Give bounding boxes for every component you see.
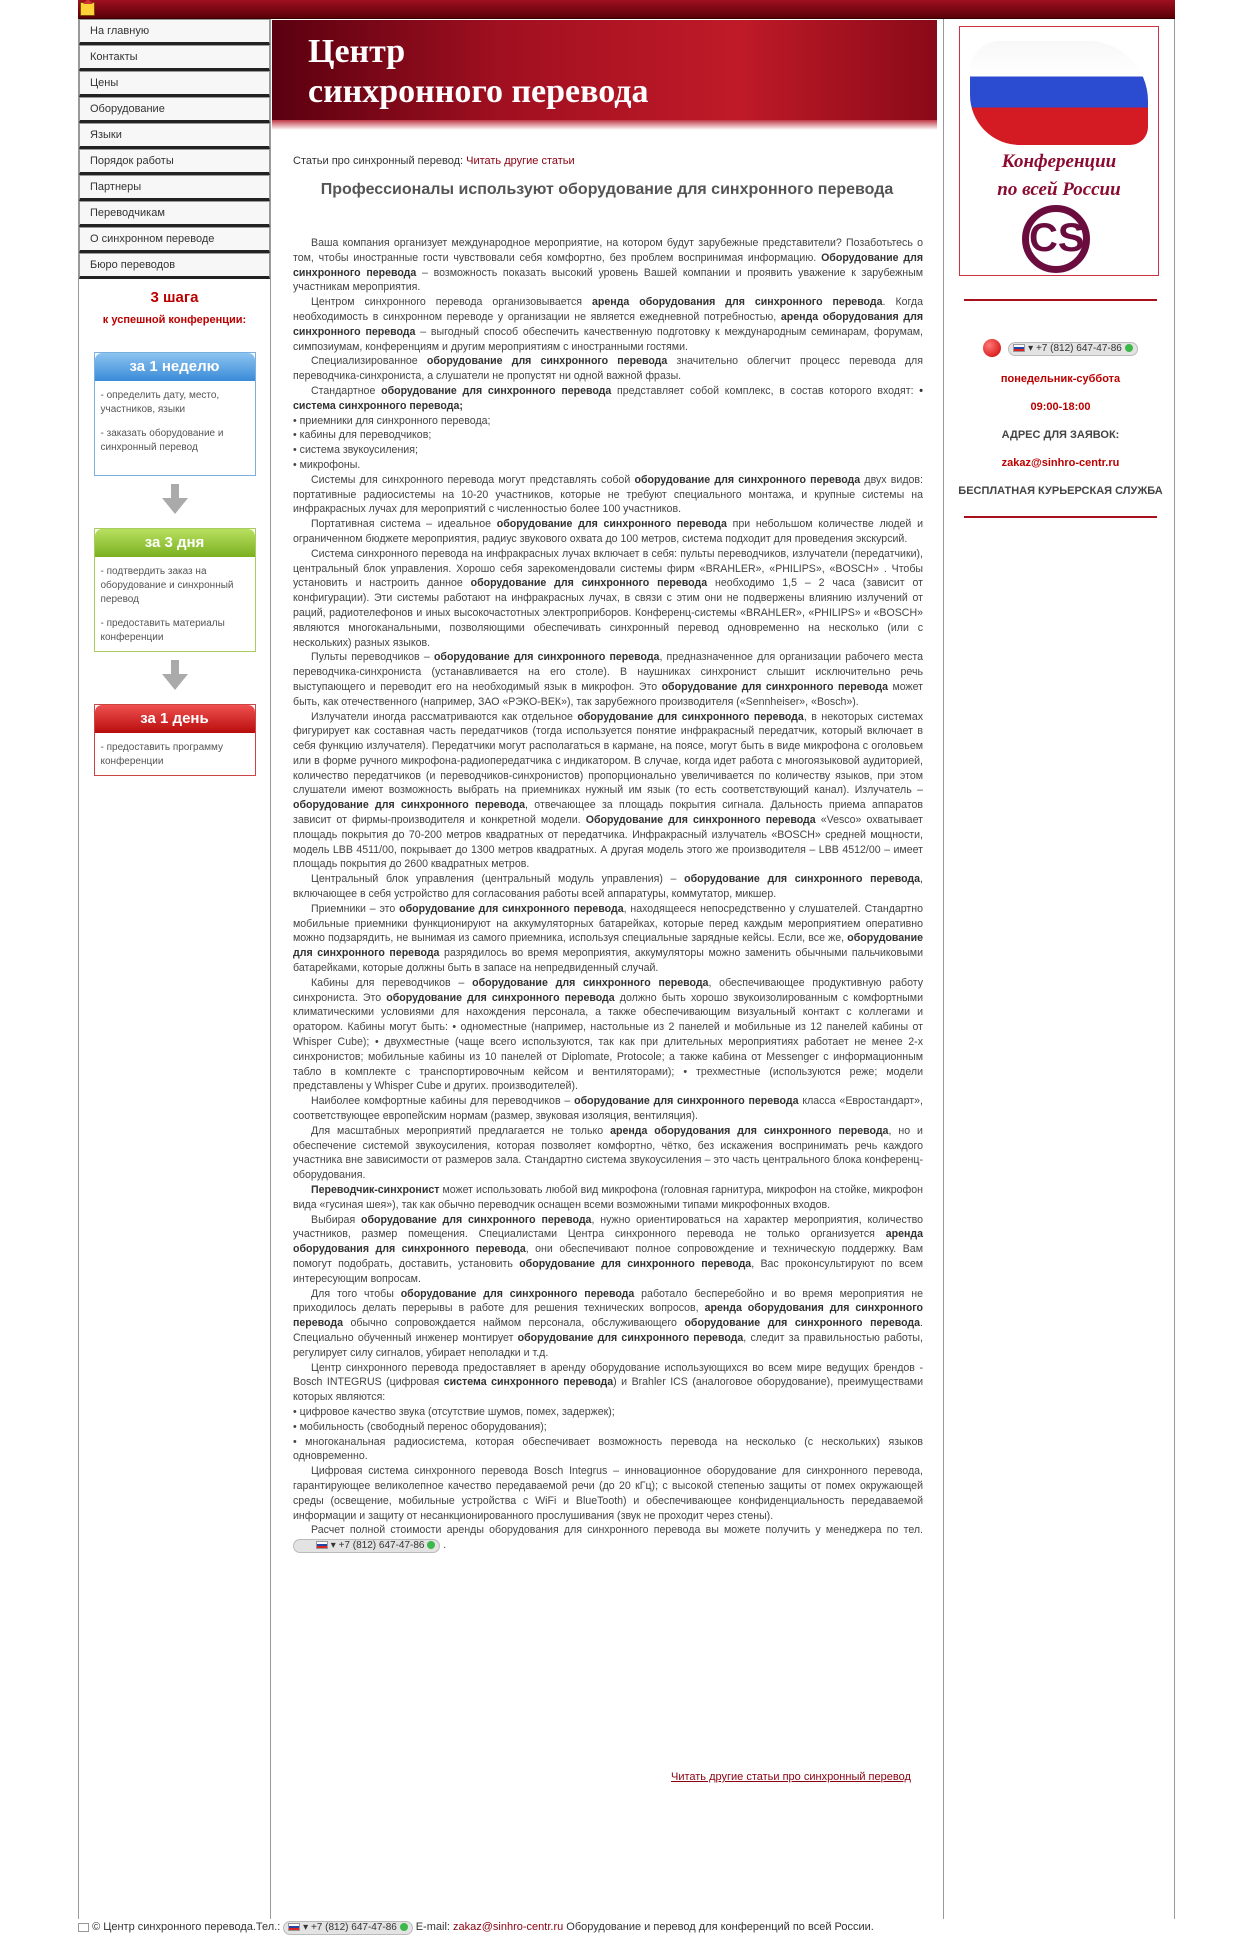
site-title-line1: Центр [308, 33, 406, 70]
whatsapp-icon [1125, 344, 1133, 352]
footer-email-label: E-mail: [415, 1921, 450, 1933]
header-banner [272, 20, 937, 130]
step-1day [94, 704, 256, 776]
down-arrow-icon [162, 498, 188, 514]
main-menu [79, 19, 270, 279]
step-3days-line1: - подтвердить заказ на оборудование и синхронный перевод [100, 566, 234, 605]
read-more-link[interactable]: Читать другие статьи про синхронный перевод [671, 1771, 911, 1783]
nav-workflow[interactable]: Порядок работы [79, 149, 270, 175]
breadcrumb [293, 155, 575, 167]
breadcrumb-label: Статьи про синхронный перевод: [293, 155, 464, 167]
nav-equipment[interactable]: Оборудование [79, 97, 270, 123]
promo-box[interactable] [959, 26, 1159, 276]
steps-widget [79, 279, 270, 776]
nav-about[interactable]: О синхронном переводе [79, 227, 270, 253]
main-content [271, 19, 943, 1919]
phone-chip[interactable]: ▾ +7 (812) 647-47-86 [283, 1921, 412, 1935]
step-1day-head: за 1 день [95, 705, 255, 733]
steps-subtitle: к успешной конференции: [102, 314, 247, 326]
step-week [94, 352, 256, 476]
contact-block [944, 319, 1177, 497]
whatsapp-icon [427, 1541, 435, 1549]
down-arrow-icon [162, 674, 188, 690]
nav-contacts[interactable]: Контакты [79, 45, 270, 71]
step-3days-head: за 3 дня [95, 529, 255, 557]
left-column [79, 19, 271, 1919]
site-title[interactable] [308, 32, 648, 112]
nav-home[interactable]: На главную [79, 19, 270, 45]
step-3days [94, 528, 256, 652]
top-bar [78, 0, 1175, 19]
nav-languages[interactable]: Языки [79, 123, 270, 149]
site-title-line2: синхронного перевода [308, 73, 649, 110]
nav-partners[interactable]: Партнеры [79, 175, 270, 201]
nav-bureau[interactable]: Бюро переводов [79, 253, 270, 279]
whatsapp-icon [400, 1923, 408, 1931]
promo-text: Конференции по всей России [997, 151, 1121, 200]
divider [964, 299, 1157, 301]
footer-email[interactable]: zakaz@sinhro-centr.ru [453, 1921, 564, 1933]
footer [78, 1919, 1178, 1945]
home-icon[interactable] [80, 2, 95, 16]
nav-translators[interactable]: Переводчикам [79, 201, 270, 227]
step-3days-line2: - предоставить материалы конференции [100, 618, 225, 643]
page-icon [78, 1923, 89, 1932]
cs-logo: CS [1022, 205, 1090, 273]
nav-prices[interactable]: Цены [79, 71, 270, 97]
right-column [943, 19, 1176, 1919]
work-days: понедельник-суббота [1000, 373, 1121, 385]
address-label: АДРЕС ДЛЯ ЗАЯВОК: [1001, 429, 1120, 441]
steps-title: 3 шага [150, 289, 199, 306]
phone-chip[interactable]: ▾ +7 (812) 647-47-86 [293, 1539, 440, 1553]
work-hours: 09:00-18:00 [1030, 401, 1091, 413]
breadcrumb-link[interactable]: Читать другие статьи [466, 155, 575, 167]
russia-map-icon [970, 41, 1148, 145]
flag-icon [1013, 344, 1025, 352]
step-week-line2: - заказать оборудование и синхронный перевод [100, 428, 224, 453]
step-week-head: за 1 неделю [95, 353, 255, 381]
article-body: Ваша компания организует международное мероприятие, на котором будут зарубежные представители? Позаботьтесь о том, чтобы иностранные гости чувствовали себя комфортно, без проблем воспринимая информацию. Оборудование для синхронного перевода – возможность показать высокий уровень Вашей компании и проявить уважение к зарубежным участникам мероприятия. Центром синхронного перевода организовывается аренда оборудования для синхронного перевода. Когда необходимость в синхронном переводе у организации не является ежедневной потребностью, аренда оборудования для синхронного перевода – выгодный способ обеспечить качественную подготовку к международным семинарам, форумам, симпозиумам, конференциям и другим мероприятиям с иностранными гостями. Специализированное оборудование для синхронного перевода значительно облегчит процесс перевода для переводчика-синхрониста, а слушатели не пропустят ни одной важной фразы. Стандартное оборудование для синхронного перевода представляет собой комплекс, в состав которого входят: • система синхронного перевода; • приемники для синхронного перевода; • кабины для переводчиков; • система звукоусиления; • микрофоны. Системы для синхронного перевода могут представлять собой оборудование для синхронного перевода двух видов: портативные радиосистемы на 10-20 участников, которые не требуют специального монтажа, и крупные системы на инфракрасных лучах для мероприятий с численностью более 100 участников. Портативная система – идеальное оборудование для синхронного перевода при небольшом количестве людей и ограниченном бюджете мероприятия, радиус звукового охвата до 100 метров, система подходит для проведения экскурсий. Система синхронного перевода на инфракрасных лучах включает в себя: пульты переводчиков, излучатели (передатчики), центральный блок управления. Хорошо себя зарекомендовали системы фирм «BRAHLER», «PHILIPS», «BOSCH» . Чтобы установить и настроить данное оборудование для синхронного перевода необходимо 1,5 – 2 часа (зависит от конфигурации). Эти системы работают на инфракрасных лучах, в связи с этим они не подвержены влиянию излучений от раций, радиотелефонов и иных высокочастотных электроприборов. Конференц-системы «BRAHLER», «PHILIPS» и «BOSCH» являются многоканальными, позволяющими обеспечивать синхронный перевод одновременно на несколько (или с нескольких) разных языков. Пульты переводчиков – оборудование для синхронного перевода, предназначенное для организации рабочего места переводчика-синхрониста (устанавливается на его столе). В наушниках синхронист слышит исключительно речь выступающего и переводит его на необходимый язык в микрофон. Это оборудование для синхронного перевода может быть, как отечественного (например, ЗАО «РЭКО-ВЕК»), так зарубежного производителя («Sennheiser», «Bosch»). Излучатели иногда рассматриваются как отдельное оборудование для синхронного перевода, в некоторых системах фигурирует как составная часть передатчиков (тогда используется понятие инфракрасный передатчик, который включает в себя функцию излучателя). Передатчики могут располагаться в кармане, на поясе, могут быть в виде микрофона с оголовьем или в форме ручного микрофона-радиопередатчика с индикатором. В случае, когда идет работа с многоязыковой аудиторией, количество передатчиков (и переводчиков-синхронистов) пропорционально увеличивается по количеству языков, при этом слушатели имеют возможность выбрать на приемниках нужный им язык (то есть соответствующий канал). Излучатель – оборудование для синхронного перевода, отвечающее за площадь покрытия сигнала. Дальность приема аппаратов зависит от фирмы-производителя и конкретной модели. Оборудование для синхронного перевода «Vesco» охватывает площадь покрытия до 70-200 метров квадратных от передатчика. Инфракрасный излучатель «BOSCH» средней мощности, модель LBB 4511/00, покрывает до 1300 метров квадратных. А другая модель этого же производителя – LBB 4512/00 – имеет площадь покрытия до 2600 квадратных метров. Центральный блок управления (центральный модуль управления) – оборудование для синхронного перевода, включающее в себя устройство для согласования работы всей аппаратуры, коммутатор, микшер. Приемники – это оборудование для синхронного перевода, находящееся непосредственно у слушателей. Стандартно мобильные приемники функционируют на аккумуляторных батарейках, которые перед каждым мероприятием оперативно можно подзарядить, не вынимая из самого приемника, используя специальные зарядные кейсы. Если, все же, оборудование для синхронного перевода разрядилось во время мероприятия, аккумуляторы можно заменить обычными пальчиковыми батарейками, которые должны быть в запасе на непредвиденный случай. Кабины для переводчиков – оборудование для синхронного перевода, обеспечивающее продуктивную работу синхрониста. Это оборудование для синхронного перевода должно быть хорошо звукоизолированным с комфортными климатическими условиями для нахождения персонала, а также обеспечивающим визуальный контакт с коллегами и оратором. Кабины могут быть: • одноместные (например, настольные из 2 панелей и мобильные из 12 панелей кабины от Whisper Cube); • двухместные (чаще всего используются, так как при длительных мероприятиях работает не менее 2-х синхронистов; мобильные кабины из 10 панелей от Diplomate, Protocole; а также кабина от Messenger с информационным табло в комплекте с транспортировочным кейсом и вентиляторами); • трехместные (используются реже; модели представлены у Whisper Cube и других. производителей). Наиболее комфортные кабины для переводчиков – оборудование для синхронного перевода класса «Евростандарт», соответствующее европейским нормам (размер, звуковая изоляция, вентиляция). Для масштабных мероприятий предлагается не только аренда оборудования для синхронного перевода, но и обеспечение системой звукоусиления, которая позволяет комфортно, чётко, без искажения воспринимать речь каждого участника вне зависимости от размеров зала. Стандартно система звукоусиления – это часть центрального блока конференц- оборудования. Переводчик-синхронист может использовать любой вид микрофона (головная гарнитура, микрофон на стойке, микрофон вида «гусиная шея»), так как обычно переводчик оснащен всеми возможными типами микрофонных входов. Выбирая оборудование для синхронного перевода, нужно ориентироваться на характер мероприятия, количество участников, размер помещения. Специалистами Центра синхронного перевода не только организуется аренда оборудования для синхронного перевода, они обеспечивают полное сопровождение и техническую поддержку. Вам помогут подобрать, доставить, установить оборудование для синхронного перевода, Вас проконсультируют по всем интересующим вопросам. Для того чтобы оборудование для синхронного перевода работало бесперебойно и во время мероприятия не приходилось делать перерывы в работе для решения технических вопросов, аренда оборудования для синхронного перевода обычно сопровождается наймом персонала, обслуживающего оборудование для синхронного перевода. Специально обученный инженер монтирует оборудование для синхронного перевода, следит за правильностью работы, регулирует силу сигналов, убирает неполадки и т.д. Центр синхронного перевода предоставляет в аренду оборудование использующихся во всем мире ведущих брендов - Bosch INTEGRUS (цифровая система синхронного перевода) и Brahler ICS (аналоговое оборудование), преимуществами которых являются: • цифровое качество звука (отсутствие шумов, помех, задержек); • мобильность (свободный перенос оборудования); • многоканальная радиосистема, которая обеспечивает возможность перевода на несколько (с нескольких) языков одновременно. Цифровая система синхронного перевода Bosch Integrus – инновационное оборудование для синхронного перевода, гарантирующее великолепное качество передаваемой речи (до 20 кГц); с высокой степенью защиты от помех окружающей среды (освещение, мобильные устройства с WiFi и BlueTooth) и обеспечивающее конфиденциальность передаваемой информации и защиту от несанкционированного прослушивания (звук не проходит через стены). Расчет полной стоимости аренды оборудования для синхронного перевода вы можете получить у менеджера по тел. ▾ +7 (812) 647-47-86 . [293, 237, 924, 1552]
courier-note: БЕСПЛАТНАЯ КУРЬЕРСКАЯ СЛУЖБА [958, 485, 1163, 497]
step-1day-line1: - предоставить программу конференции [100, 742, 223, 767]
red-ball-icon [983, 339, 1001, 357]
article-title: Профессионалы используют оборудование для синхронного перевода [320, 181, 894, 198]
step-week-line1: - определить дату, место, участников, языки [100, 390, 220, 415]
page-frame [78, 19, 1175, 1919]
flag-icon [288, 1923, 300, 1931]
footer-tagline: Оборудование и перевод для конференций по всей России. [566, 1921, 874, 1933]
phone-chip[interactable]: ▾ +7 (812) 647-47-86 [1008, 342, 1137, 356]
flag-icon [316, 1541, 328, 1549]
footer-copyright: © Центр синхронного перевода.Тел.: [92, 1921, 281, 1933]
divider [964, 516, 1157, 518]
contact-email[interactable]: zakaz@sinhro-centr.ru [1001, 457, 1120, 469]
